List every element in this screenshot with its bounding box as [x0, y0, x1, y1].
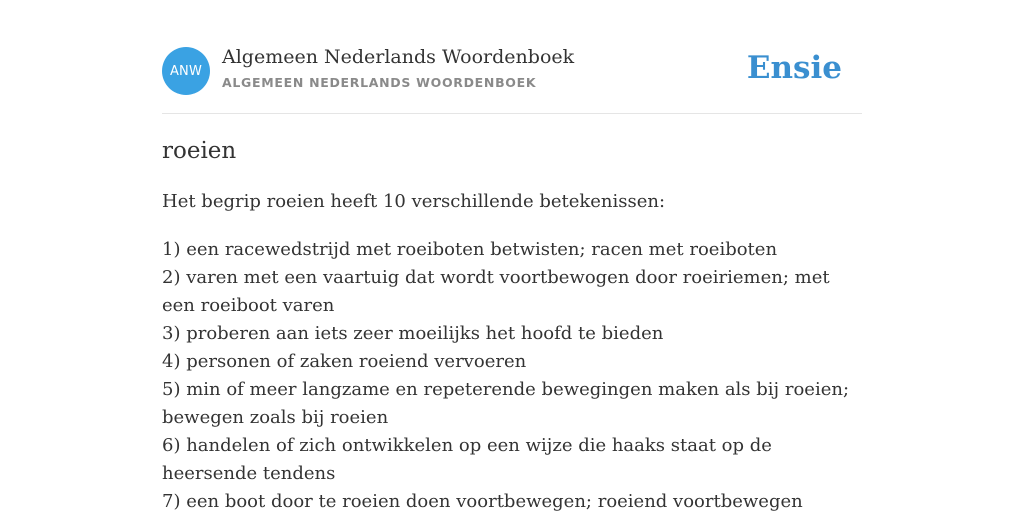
meaning-item: 2) varen met een vaartuig dat wordt voortbewogen door roeiriemen; met een roeiboot varen [162, 267, 830, 316]
meaning-item: 5) min of meer langzame en repeterende bewegingen maken als bij roeien; bewegen zoals bij roeien [162, 379, 850, 428]
meaning-item: 4) personen of zaken roeiend vervoeren [162, 351, 527, 372]
meaning-item: 6) handelen of zich ontwikkelen op een wijze die haaks staat op de heersende tendens [162, 435, 772, 484]
meaning-item: 7) een boot door te roeien doen voortbewegen; roeiend voortbewegen [162, 491, 803, 512]
brand-logo[interactable]: Ensie [746, 50, 842, 86]
intro-text: Het begrip roeien heeft 10 verschillende betekenissen: [162, 191, 666, 212]
header [162, 0, 862, 114]
source-subtitle: ALGEMEEN NEDERLANDS WOORDENBOEK [222, 75, 537, 90]
source-title[interactable]: Algemeen Nederlands Woordenboek [222, 46, 575, 68]
content-container [162, 0, 862, 512]
meaning-item: 1) een racewedstrijd met roeiboten betwisten; racen met roeiboten [162, 239, 778, 260]
meanings-list [162, 236, 862, 512]
source-logo[interactable]: ANW [162, 47, 210, 95]
meaning-item: 3) proberen aan iets zeer moeilijks het hoofd te bieden [162, 323, 664, 344]
page-title: roeien [162, 138, 237, 164]
